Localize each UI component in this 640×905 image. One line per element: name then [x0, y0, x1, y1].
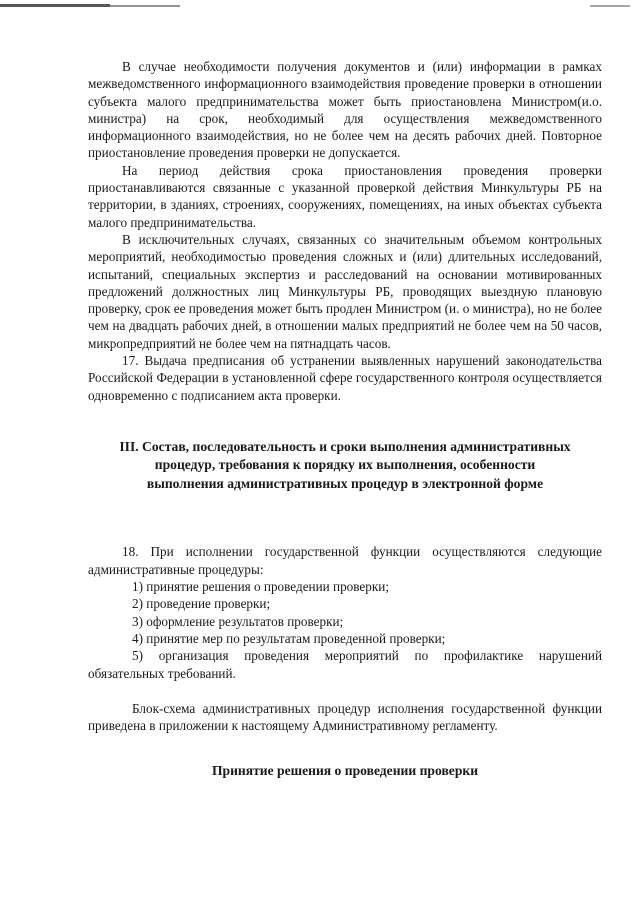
paragraph-block-scheme: Блок-схема административных процедур исполнения государственной функции приведена в приложении к настоящему Административному регламенту. [88, 700, 602, 734]
scan-edge-mark [0, 4, 110, 7]
paragraph-item-17: 17. Выдача предписания об устранении выявленных нарушений законодательства Российской Федерации в установленной сфере государственного контроля осуществляется одновременно с подписанием акта проверки. [88, 353, 602, 403]
list-item: 2) проведение проверки; [132, 596, 271, 612]
procedure-list [88, 578, 602, 682]
scan-edge-mark [590, 5, 630, 7]
scan-edge-mark [110, 5, 180, 7]
section-heading-line: процедур, требования к порядку их выполнения, особенности [154, 457, 536, 473]
paragraph-extension: В исключительных случаях, связанных со значительным объемом контрольных мероприятий, необходимостью проведения сложных и (или) длительных исследований, испытаний, специальных экспертиз и расследований на основании мотивированных предложений должностных лиц Минкультуры РБ, проводящих выездную плановую проверку, срок ее проведения может быть продлен Министром (и. о министра), но не более чем на двадцать рабочих дней, в отношении малых предприятий не более чем на 50 часов, микропредприятий не более чем на пятнадцать часов. [88, 231, 602, 351]
paragraph-item-18: 18. При исполнении государственной функции осуществляются следующие административные процедуры: [88, 544, 602, 577]
subheading: Принятие решения о проведении проверки [211, 763, 479, 779]
section-heading-line: выполнения административных процедур в электронной форме [146, 475, 544, 491]
list-item: 5) организация проведения мероприятий по профилактике нарушений обязательных требований. [88, 648, 602, 681]
list-item: 3) оформление результатов проверки; [132, 613, 344, 629]
paragraph-suspension-period: На период действия срока приостановления проведения проверки приостанавливаются связанные с указанной проверкой действия Минкультуры РБ на территории, в зданиях, строениях, сооружениях, помещениях, на иных объектах субъекта малого предпринимательства. [88, 162, 602, 230]
list-item: 1) принятие решения о проведении проверки; [132, 579, 389, 595]
paragraph-suspension: В случае необходимости получения документов и (или) информации в рамках межведомственного информационного взаимодействия проведение проверки в отношении субъекта малого предпринимательства может быть приостановлена Министром(и.о. министра) на срок, необходимый для осуществления межведомственного информационного взаимодействия, но не более чем на десять рабочих дней. Повторное приостановление проведения проверки не допускается. [88, 59, 602, 161]
section-heading-line: III. Состав, последовательность и сроки выполнения административных [119, 438, 571, 454]
section-heading [88, 438, 602, 494]
document-page [88, 58, 602, 781]
list-item: 4) принятие мер по результатам проведенной проверки; [132, 630, 446, 646]
